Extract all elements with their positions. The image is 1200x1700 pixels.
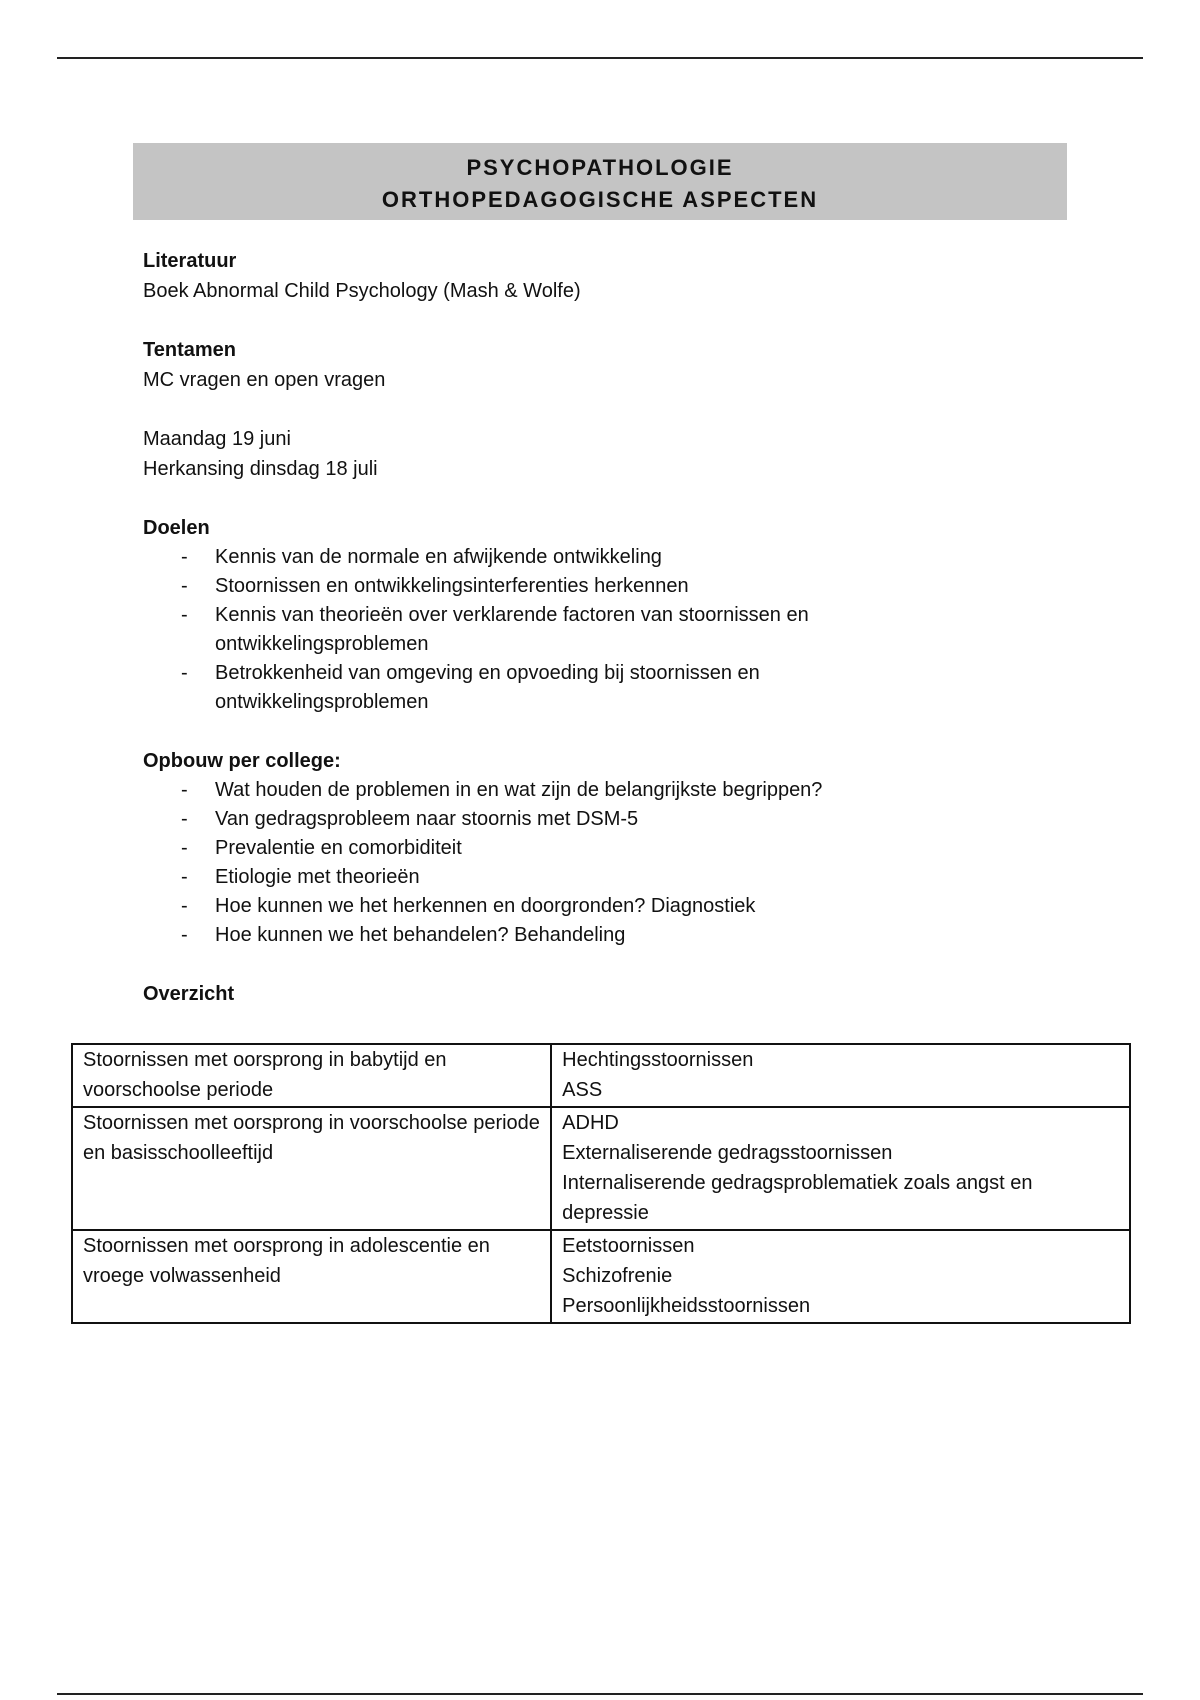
list-item: - Hoe kunnen we het behandelen? Behandeling	[181, 924, 626, 946]
list-item: - Prevalentie en comorbiditeit	[181, 837, 462, 859]
opbouw-list	[143, 776, 1043, 950]
opbouw-section	[143, 746, 1043, 950]
literatuur-section	[143, 246, 1043, 306]
table-row	[72, 1107, 1130, 1230]
header-rule	[57, 57, 1143, 59]
doelen-heading: Doelen	[143, 517, 210, 539]
list-item: - Wat houden de problemen in en wat zijn de belangrijkste begrippen?	[181, 779, 823, 801]
list-item: - Hoe kunnen we het herkennen en doorgronden? Diagnostiek	[181, 895, 756, 917]
title-line-1: PSYCHOPATHOLOGIE	[466, 155, 734, 180]
literatuur-heading: Literatuur	[143, 250, 237, 272]
table-cell-disorders: ADHD Externaliserende gedragsstoornissen Internaliserende gedragsproblematiek zoals angst en depressie	[551, 1107, 1130, 1230]
title-banner	[133, 143, 1067, 220]
overzicht-heading: Overzicht	[143, 983, 235, 1005]
list-item: - Kennis van theorieën over verklarende factoren van stoornissen en ontwikkelingsproblemen	[181, 604, 809, 655]
table-cell-category: Stoornissen met oorsprong in babytijd en voorschoolse periode	[72, 1044, 551, 1107]
doelen-list	[143, 543, 1043, 717]
tentamen-date: Maandag 19 juni	[143, 428, 291, 450]
list-item: - Etiologie met theorieën	[181, 866, 420, 888]
opbouw-heading: Opbouw per college:	[143, 750, 341, 772]
table-cell-category: Stoornissen met oorsprong in adolescentie en vroege volwassenheid	[72, 1230, 551, 1323]
footer-rule	[57, 1693, 1143, 1695]
list-item: - Betrokkenheid van omgeving en opvoeding bij stoornissen en ontwikkelingsproblemen	[181, 662, 760, 713]
doelen-section	[143, 513, 1043, 717]
list-item: - Kennis van de normale en afwijkende ontwikkeling	[181, 546, 662, 568]
list-item: - Stoornissen en ontwikkelingsinterferenties herkennen	[181, 575, 689, 597]
tentamen-section	[143, 335, 1043, 484]
tentamen-resit: Herkansing dinsdag 18 juli	[143, 458, 378, 480]
title-line-2: ORTHOPEDAGOGISCHE ASPECTEN	[381, 187, 819, 212]
tentamen-heading: Tentamen	[143, 339, 236, 361]
overzicht-table	[71, 1043, 1131, 1324]
table-cell-category: Stoornissen met oorsprong in voorschoolse periode en basisschoolleeftijd	[72, 1107, 551, 1230]
tentamen-text: MC vragen en open vragen	[143, 369, 386, 391]
document-body	[143, 246, 1043, 1009]
literatuur-text: Boek Abnormal Child Psychology (Mash & Wolfe)	[143, 280, 581, 302]
table-cell-disorders: Hechtingsstoornissen ASS	[551, 1044, 1130, 1107]
table-row	[72, 1044, 1130, 1107]
list-item: - Van gedragsprobleem naar stoornis met DSM-5	[181, 808, 639, 830]
table-cell-disorders: Eetstoornissen Schizofrenie Persoonlijkheidsstoornissen	[551, 1230, 1130, 1323]
table-row	[72, 1230, 1130, 1323]
